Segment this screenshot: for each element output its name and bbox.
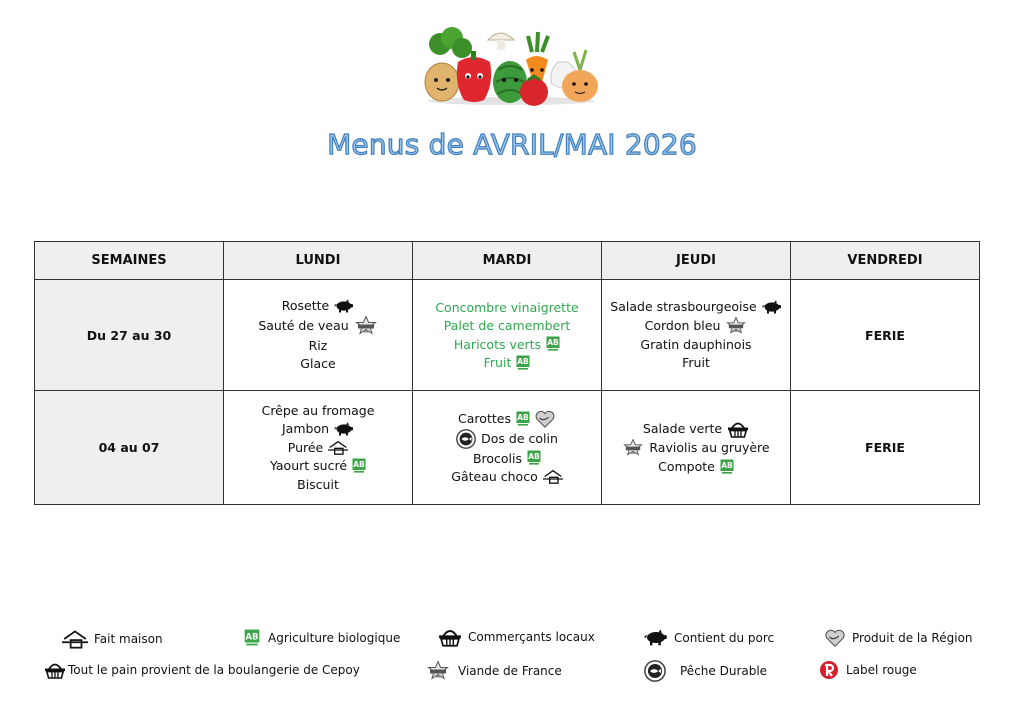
legend-item-label-rouge [818,660,917,680]
legend-label: Fait maison [94,632,163,646]
menu-cell-mardi [413,280,602,391]
menu-cell-lundi [224,280,413,391]
legend-label: Tout le pain provient de la boulangerie de Cepoy [68,663,360,677]
legend-label: Pêche Durable [680,664,768,678]
pig-icon [334,422,354,436]
legend-label: Agriculture biologique [268,631,401,645]
basket-icon [438,627,462,647]
viande-france-icon [725,317,747,335]
menu-item: Fruit [682,355,710,371]
column-header-lundi: LUNDI [224,242,413,280]
menu-cell-jeudi [602,391,791,505]
house-icon [328,440,348,455]
peche-durable-icon [456,429,476,449]
table-row [35,391,980,505]
bio-icon [516,411,530,427]
bio-icon [546,336,560,352]
basket-icon [44,660,66,680]
legend-label: Commerçants locaux [468,630,595,644]
menu-item: Gâteau choco [451,469,538,484]
menu-item: Salade strasbourgeoise [610,299,757,315]
menu-item: Fruit [483,355,512,370]
table-header-row [35,242,980,280]
menu-item: Yaourt sucré [269,458,348,474]
legend-label: Contient du porc [674,630,775,645]
label-rouge-icon [818,660,840,680]
legend-item-commercants [438,627,595,647]
pig-icon [334,299,354,313]
house-icon [543,469,563,484]
menu-item: Rosette [281,298,330,314]
legend-label: Viande de France [458,664,562,678]
legend-item-viande-france [426,660,562,682]
menu-item: Concombre vinaigrette [435,299,579,315]
menu-item: Salade verte [642,421,723,436]
legend-label: Produit de la Région [852,631,973,645]
pig-icon [644,629,668,646]
legend-label: Label rouge [846,663,917,677]
legend-item-bio [244,629,400,647]
menu-cell-lundi [224,391,413,505]
column-header-jeudi: JEUDI [602,242,791,280]
menu-item: Carottes [458,410,511,426]
menu-item: Raviolis au gruyère [649,440,770,455]
bio-icon [244,629,260,647]
legend-item-region [824,628,973,648]
bio-icon [720,459,734,475]
column-header-vendredi: VENDREDI [791,242,980,280]
menu-item: Crêpe au fromage [261,402,375,418]
bio-icon [527,450,541,466]
column-header-semaines: SEMAINES [35,242,224,280]
menu-item: Dos de colin [481,430,558,446]
menu-item: Palet de camembert [443,318,571,333]
table-row [35,280,980,391]
menu-item: Jambon [281,421,330,437]
region-heart-icon [534,410,556,428]
menu-cell-jeudi [602,280,791,391]
pig-icon [762,300,782,314]
menu-item: Brocolis [472,450,523,466]
house-icon [62,629,88,649]
menu-item: Haricots verts [453,336,542,352]
holiday-cell: FERIE [791,391,980,505]
legend-item-peche [644,660,767,682]
page-title: Menus de AVRIL/MAI 2026 [327,128,697,161]
column-header-mardi: MARDI [413,242,602,280]
region-heart-icon [824,628,846,648]
menu-item: Glace [300,356,336,372]
menu-item: Compote [658,458,715,474]
holiday-cell: FERIE [791,280,980,391]
menu-item: Riz [308,337,328,353]
peche-durable-icon [644,660,666,682]
viande-france-icon [426,660,450,682]
vegetables-logo [418,22,604,108]
viande-france-icon [354,316,378,336]
menu-cell-mardi [413,391,602,505]
menu-item: Purée [287,439,324,455]
legend-item-fait-maison [62,629,163,649]
week-label: Du 27 au 30 [35,280,224,391]
menu-item: Gratin dauphinois [640,336,752,352]
legend-item-pain [44,660,360,680]
menu-table [34,241,980,505]
bio-icon [516,355,530,371]
viande-france-icon [622,439,644,457]
menu-item: Biscuit [297,476,339,492]
legend-item-porc [644,629,774,646]
week-label: 04 au 07 [35,391,224,505]
menu-item: Sauté de veau [258,318,349,333]
menu-item: Cordon bleu [644,318,721,333]
bio-icon [352,458,366,474]
basket-icon [727,420,749,438]
